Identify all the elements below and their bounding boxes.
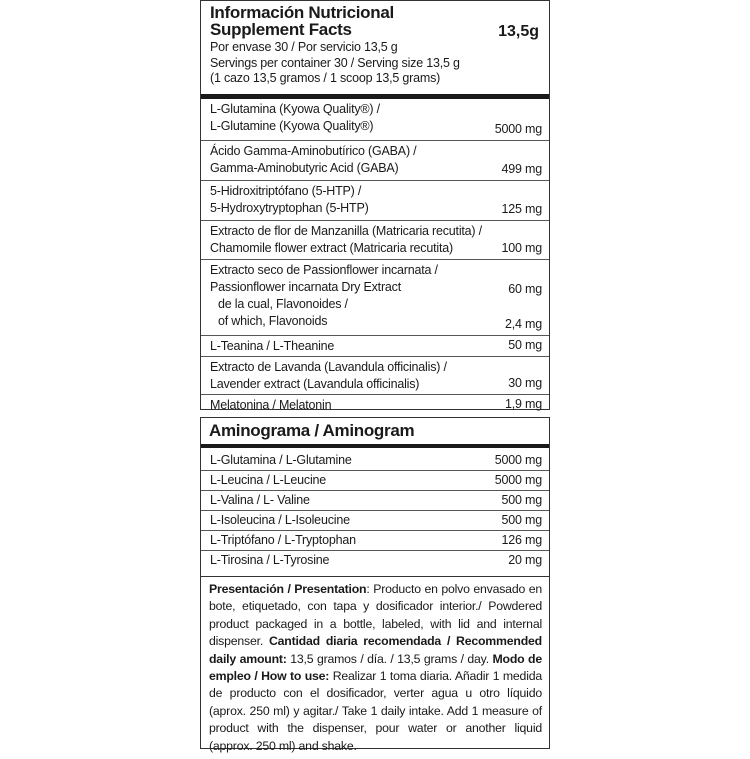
sub-ingredient-en: of which, Flavonoids <box>218 314 328 328</box>
amino-label: L-Isoleucina / L-Isoleucine <box>210 513 350 527</box>
presentation-body: : Producto en polvo envasado en bote, etiquetado, con tapa y dosificador interior./ Powdered product packaged in a bottle, labeled, with lid and internal dispenser. <box>209 582 542 649</box>
daily-amount-heading: Cantidad diaria recomendada / Recommended daily amount: <box>209 634 542 666</box>
amino-amount: 5000 mg <box>494 473 542 487</box>
aminogram-title: Aminograma / Aminogram <box>201 418 549 448</box>
ingredient-es: Extracto de Lavanda (Lavandula officinalis) / <box>210 360 447 374</box>
aminogram-panel <box>200 417 550 577</box>
amino-label: L-Glutamina / L-Glutamine <box>210 453 352 467</box>
amino-row <box>201 531 549 551</box>
serving-size: 13,5g <box>498 23 539 40</box>
ingredient-label: Melatonina / Melatonin <box>210 398 332 412</box>
ingredient-en: Chamomile flower extract (Matricaria recutita) <box>210 241 453 255</box>
ingredient-amount: 125 mg <box>501 202 542 216</box>
supplement-facts-panel <box>200 0 550 410</box>
ingredient-es: Extracto de flor de Manzanilla (Matricaria recutita) / <box>210 224 482 238</box>
amino-amount: 126 mg <box>501 533 542 547</box>
ingredient-amount: 499 mg <box>501 162 542 176</box>
amino-label: L-Tirosina / L-Tyrosine <box>210 553 330 567</box>
amino-label: L-Valina / L- Valine <box>210 493 310 507</box>
amino-row <box>201 471 549 491</box>
facts-title-en: Supplement Facts <box>210 20 352 39</box>
amino-amount: 500 mg <box>501 513 542 527</box>
facts-row <box>201 99 549 141</box>
ingredient-en: L-Glutamine (Kyowa Quality®) <box>210 119 374 133</box>
amino-amount: 5000 mg <box>494 453 542 467</box>
serving-line: Por envase 30 / Por servicio 13,5 g <box>210 40 398 54</box>
ingredient-amount: 5000 mg <box>494 122 542 136</box>
amino-row <box>201 511 549 531</box>
amino-amount: 500 mg <box>501 493 542 507</box>
presentation-heading: Presentación / Presentation <box>209 582 367 596</box>
ingredient-es: 5-Hidroxitriptófano (5-HTP) / <box>210 184 362 198</box>
facts-row <box>201 181 549 221</box>
amino-row <box>201 451 549 471</box>
facts-header <box>201 1 549 99</box>
presentation-text <box>201 577 549 759</box>
ingredient-es: L-Glutamina (Kyowa Quality®) / <box>210 102 380 116</box>
daily-amount-body: 13,5 gramos / día. / 13,5 grams / day. <box>286 651 493 666</box>
facts-row <box>201 221 549 260</box>
how-to-use-body: Realizar 1 toma diaria. Añadir 1 medida de producto con el dosificador, verter agua u otro líquido (aprox. 250 ml) y agitar./ Take 1 daily intake. Add 1 measure of product with the dispenser, pour water or another liquid (approx. 250 ml) and shake. <box>209 669 543 753</box>
ingredient-es: Extracto seco de Passionflower incarnata / <box>210 263 438 277</box>
facts-title-es: Información Nutricional <box>210 3 394 22</box>
facts-row <box>201 141 549 181</box>
ingredient-amount: 1,9 mg <box>504 397 542 411</box>
serving-line: (1 cazo 13,5 gramos / 1 scoop 13,5 grams) <box>210 71 441 85</box>
sub-ingredient-es: de la cual, Flavonoides / <box>218 297 348 311</box>
facts-row <box>201 336 549 357</box>
amino-amount: 20 mg <box>508 553 542 567</box>
sub-ingredient-amount: 2,4 mg <box>504 317 542 331</box>
ingredient-en: Gamma-Aminobutyric Acid (GABA) <box>210 161 399 175</box>
facts-row <box>201 357 549 395</box>
ingredient-en: 5-Hydroxytryptophan (5-HTP) <box>210 201 369 215</box>
facts-row <box>201 395 549 415</box>
ingredient-en: Passionflower incarnata Dry Extract <box>210 280 401 294</box>
amino-row <box>201 491 549 511</box>
serving-info <box>210 40 541 87</box>
ingredient-en: Lavender extract (Lavandula officinalis) <box>210 377 420 391</box>
serving-line: Servings per container 30 / Serving size 13,5 g <box>210 55 460 70</box>
ingredient-es: Ácido Gamma-Aminobutírico (GABA) / <box>210 144 417 158</box>
amino-label: L-Leucina / L-Leucine <box>210 473 327 487</box>
presentation-panel <box>200 577 550 753</box>
ingredient-amount: 50 mg <box>508 338 542 352</box>
facts-row <box>201 260 549 336</box>
amino-label: L-Triptófano / L-Tryptophan <box>210 533 356 547</box>
ingredient-amount: 60 mg <box>508 282 542 296</box>
ingredient-label: L-Teanina / L-Theanine <box>210 339 335 353</box>
ingredient-amount: 100 mg <box>501 241 542 255</box>
amino-row <box>201 551 549 571</box>
ingredient-amount: 30 mg <box>508 376 542 390</box>
how-to-use-heading: Modo de empleo / How to use: <box>209 651 542 684</box>
